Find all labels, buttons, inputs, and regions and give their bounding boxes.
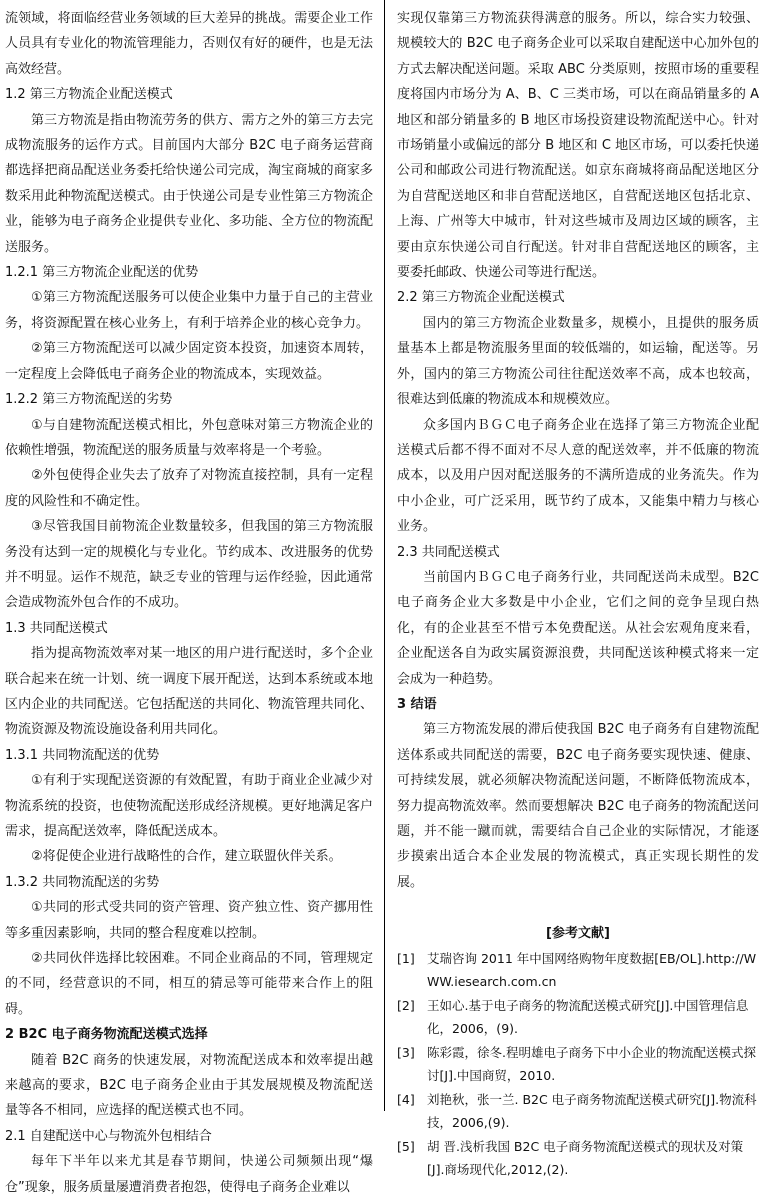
paragraph: 众多国内ＢＧＣ电子商务企业在选择了第三方物流企业配送模式后都不得不面对不尽人意的配送效率，并不低廉的物流成本，以及用户因对配送服务的不满所造成的业务流失。作为中小企业，可广泛采用，既节约了成本，又能集中精力与核心业务。	[397, 417, 759, 535]
reference-number: [4]	[397, 1091, 415, 1107]
reference-number: [3]	[397, 1044, 415, 1060]
reference-number: [5]	[397, 1138, 415, 1154]
references-list	[397, 947, 759, 1182]
reference-number: [2]	[397, 997, 415, 1013]
paragraph: ①第三方物流配送服务可以使企业集中力量于自己的主营业务，将资源配置在核心业务上，有利于培养企业的核心竞争力。	[5, 290, 373, 331]
paragraph: ②共同伙伴选择比较困难。不同企业商品的不同，管理规定的不同，经营意识的不同，相互的猜忌等可能带来合作上的阻碍。	[5, 951, 373, 1017]
paragraph: 指为提高物流效率对某一地区的用户进行配送时，多个企业联合起来在统一计划、统一调度下展开配送，达到本系统或本地区内企业的共同配送。它包括配送的共同化、物流管理共同化、物流资源及物流设施设备利用共同化。	[5, 646, 373, 738]
subsection-heading: 1.2.2 第三方物流配送的劣势	[5, 392, 173, 408]
paragraph: ②外包使得企业失去了放弃了对物流直接控制，具有一定程度的风险性和不确定性。	[5, 468, 373, 509]
paragraph: ①有利于实现配送资源的有效配置，有助于商业企业减少对物流系统的投资，也使物流配送形成经济规模。更好地满足客户需求，提高配送效率，降低配送成本。	[5, 773, 373, 839]
subsection-heading: 1.3.2 共同物流配送的劣势	[5, 874, 160, 890]
subsection-heading: 2.1 自建配送中心与物流外包相结合	[5, 1128, 212, 1144]
section-heading: 3 结语	[397, 696, 437, 712]
reference-item	[397, 947, 759, 994]
paragraph: ③尽管我国目前物流企业数量较多，但我国的第三方物流服务没有达到一定的规模化与专业化。节约成本、改进服务的优势并不明显。运作不规范，缺乏专业的管理与运作经验，因此通常会造成物流外包合作的不成功。	[5, 519, 373, 611]
paragraph: 流领域，将面临经营业务领域的巨大差异的挑战。需要企业工作人员具有专业化的物流管理能力，否则仅有好的硬件，也是无法高效经营。	[5, 11, 373, 77]
column-divider	[384, 0, 385, 1111]
subsection-heading: 1.2.1 第三方物流企业配送的优势	[5, 265, 199, 281]
reference-text: 王如心.基于电子商务的物流配送模式研究[J].中国管理信息化，2006，(9).	[427, 997, 749, 1037]
paragraph: ①共同的形式受共同的资产管理、资产独立性、资产挪用性等多重因素影响，共同的整合程度难以控制。	[5, 900, 373, 941]
paragraph: 第三方物流是指由物流劳务的供方、需方之外的第三方去完成物流服务的运作方式。目前国内大部分 B2C 电子商务运营商都选择把商品配送业务委托给快递公司完成，淘宝商城的商家多数采用此种物流配送模式。由于快递公司是专业性第三方物流企业，能够为电子商务企业提供专业化、多功能、全方位的物流配送服务。	[5, 112, 373, 255]
reference-text: 刘艳秋，张一兰. B2C 电子商务物流配送模式研究[J].物流科技，2006,(9).	[427, 1091, 757, 1131]
subsection-heading: 1.3 共同配送模式	[5, 620, 108, 636]
paragraph: 实现仅靠第三方物流获得满意的服务。所以，综合实力较强、规模较大的 B2C 电子商务企业可以采取自建配送中心加外包的方式去解决配送问题。采取 ABC 分类原则，按照市场的重要程度将国内市场分为 A、B、C 三类市场，可以在商品销量多的 A 地区和部分销量多的 B 地区市场投资建设物流配送中心。针对市场销量小或偏远的部分 B 地区和 C 地区市场，可以委托快递公司和邮政公司进行物流配送。如京东商城将商品配送地区分为自营配送地区和非自营配送地区，自营配送地区包括北京、上海、广州等大中城市，针对这些城市及周边区域的顾客，主要由京东快递公司自行配送。针对非自营配送地区的顾客，主要委托邮政、快递公司等进行配送。	[397, 11, 759, 281]
paragraph: 随着 B2C 商务的快速发展，对物流配送成本和效率提出越来越高的要求，B2C 电子商务企业由于其发展规模及物流配送量等各不相同，应选择的配送模式也不同。	[5, 1052, 373, 1119]
reference-item	[397, 994, 759, 1041]
paragraph: 国内的第三方物流企业数量多，规模小，且提供的服务质量基本上都是物流服务里面的较低端的，如运输，配送等。另外，国内的第三方物流公司往往配送效率不高，成本也较高，很难达到低廉的物流成本和规模效应。	[397, 315, 759, 408]
reference-text: 艾瑞咨询 2011 年中国网络购物年度数据[EB/OL].http://WWW.iesearch.com.cn	[427, 950, 757, 990]
left-column	[5, 6, 373, 1200]
reference-text: 陈彩霞，徐冬.程明雄电子商务下中小企业的物流配送模式探讨[J].中国商贸，2010.	[427, 1044, 756, 1084]
paragraph: ②第三方物流配送可以减少固定资本投资，加速资本周转，一定程度上会降低电子商务企业的物流成本，实现效益。	[5, 341, 373, 382]
subsection-heading: 2.2 第三方物流企业配送模式	[397, 290, 565, 306]
subsection-heading: 1.2 第三方物流企业配送模式	[5, 87, 173, 103]
paragraph: 第三方物流发展的滞后使我国 B2C 电子商务有自建物流配送体系或共同配送的需要，B2C 电子商务要实现快速、健康、可持续发展，就必须解决物流配送问题，不断降低物流成本，努力提高物流效率。然而要想解决 B2C 电子商务的物流配送问题，并不能一蹴而就，需要结合自己企业的实际情况，才能逐步摸索出适合本企业发展的物流模式，真正实现长期性的发展。	[397, 722, 759, 890]
section-heading: 2 B2C 电子商务物流配送模式选择	[5, 1027, 208, 1043]
reference-item	[397, 1135, 759, 1182]
reference-item	[397, 1088, 759, 1135]
paragraph: ①与自建物流配送模式相比，外包意味对第三方物流企业的依赖性增强，物流配送的服务质量与效率将是一个考验。	[5, 417, 373, 458]
subsection-heading: 2.3 共同配送模式	[397, 544, 500, 560]
paragraph: 每年下半年以来尤其是春节期间，快递公司频频出现“爆仓”现象，服务质量屡遭消费者抱怨，使得电子商务企业难以	[5, 1154, 373, 1195]
right-column-body	[397, 6, 759, 895]
references-title: [参考文献]	[546, 926, 610, 942]
reference-text: 胡 晋.浅析我国 B2C 电子商务物流配送模式的现状及对策[J].商场现代化,2012,(2).	[427, 1138, 744, 1178]
subsection-heading: 1.3.1 共同物流配送的优势	[5, 747, 160, 763]
references-gap	[397, 895, 759, 921]
reference-item	[397, 1041, 759, 1088]
paragraph: ②将促使企业进行战略性的合作，建立联盟伙伴关系。	[31, 849, 342, 865]
right-column	[397, 6, 759, 1182]
paragraph: 当前国内ＢＧＣ电子商务行业，共同配送尚未成型。B2C 电子商务企业大多数是中小企业，它们之间的竞争呈现白热化，有的企业甚至不惜亏本免费配送。从社会宏观角度来看，企业配送各自为政实属资源浪费，共同配送该种模式将来一定会成为一种趋势。	[397, 569, 759, 687]
reference-number: [1]	[397, 950, 415, 966]
